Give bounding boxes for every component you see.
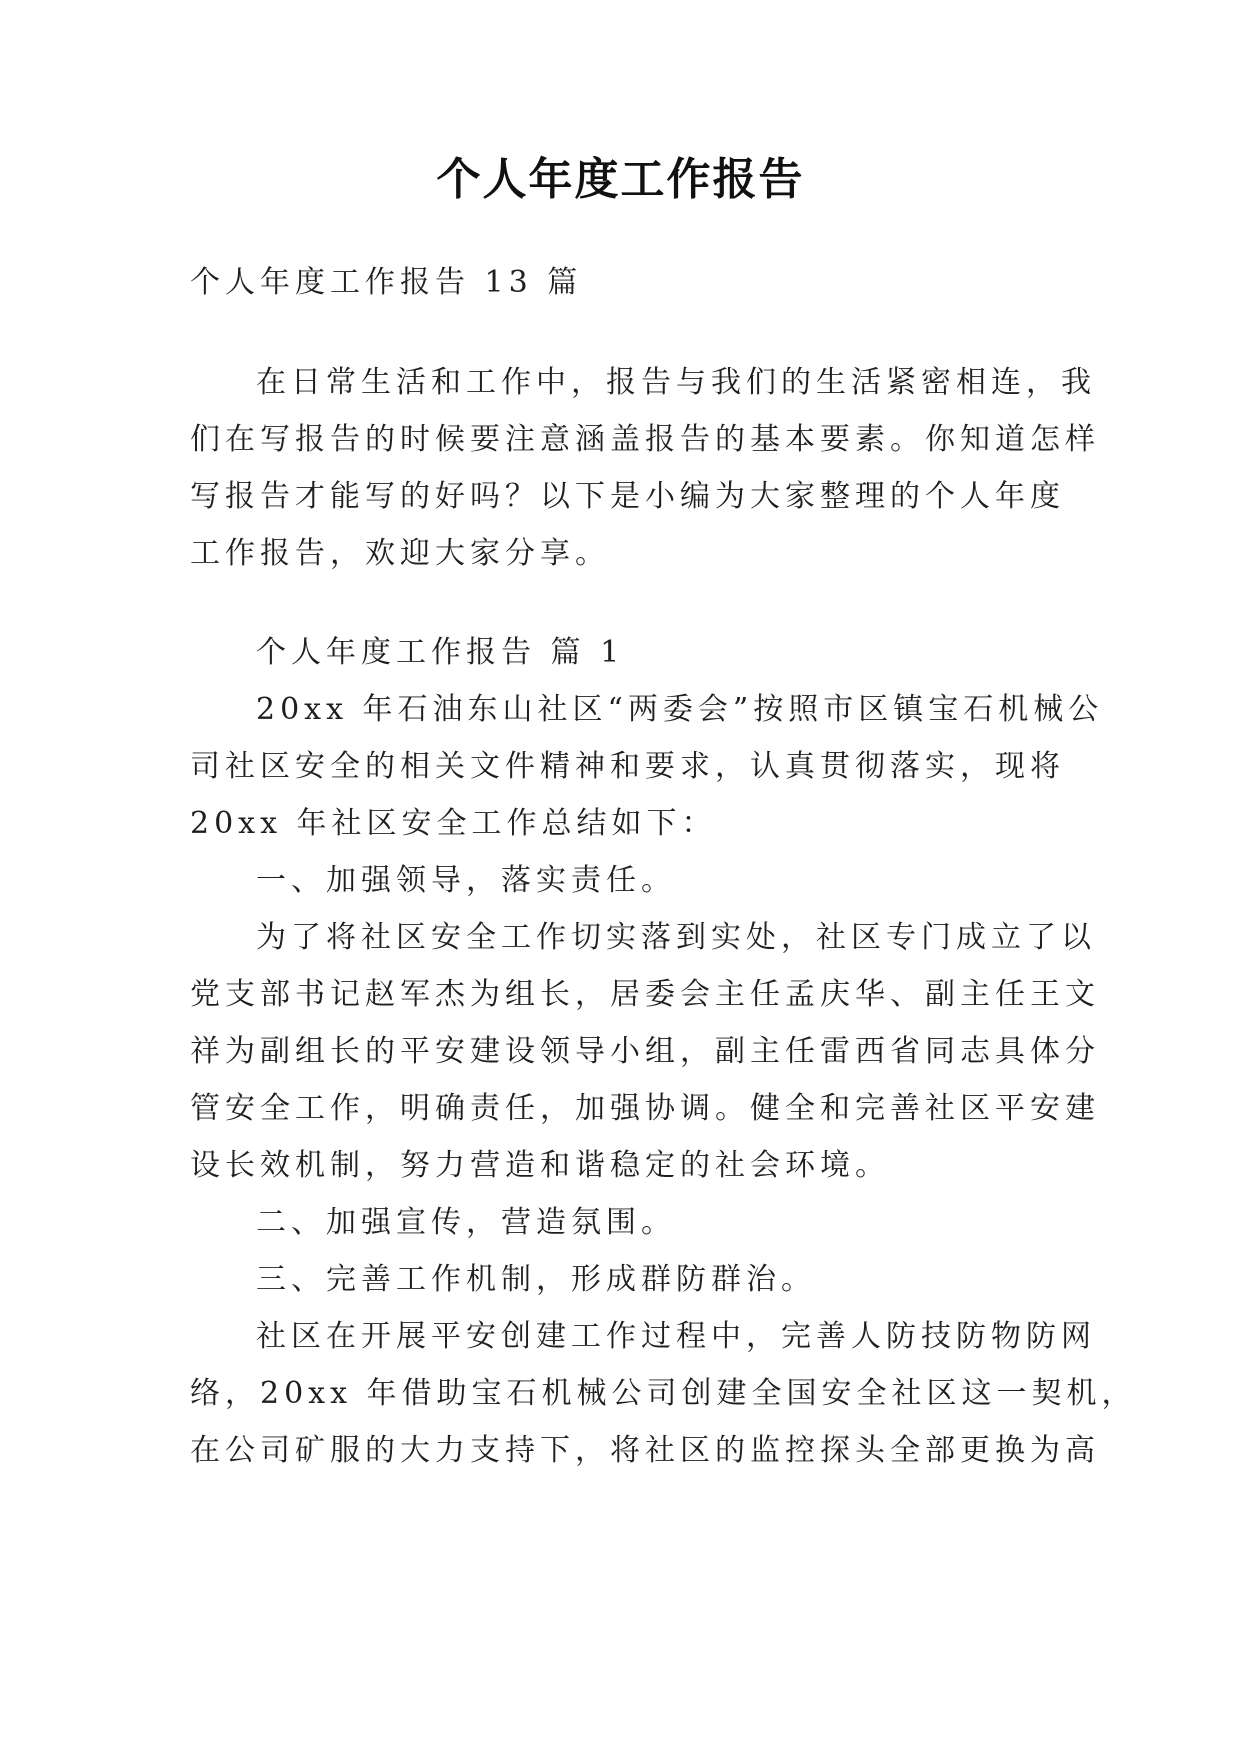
body-line: 司社区安全的相关文件精神和要求，认真贯彻落实，现将 (190, 749, 1065, 784)
body-line: 设长效机制，努力营造和谐稳定的社会环境。 (190, 1148, 890, 1183)
intro-line: 们在写报告的时候要注意涵盖报告的基本要素。你知道怎样 (190, 422, 1100, 457)
body-line: 在公司矿服的大力支持下，将社区的监控探头全部更换为高 (190, 1433, 1100, 1468)
body-line: 20xx 年社区安全工作总结如下： (190, 806, 717, 841)
intro-line: 写报告才能写的好吗？以下是小编为大家整理的个人年度 (190, 479, 1065, 514)
body-line: 为了将社区安全工作切实落到实处，社区专门成立了以 (256, 920, 1096, 955)
body-line: 管安全工作，明确责任，加强协调。健全和完善社区平安建 (190, 1091, 1100, 1126)
body-line: 络，20xx 年借助宝石机械公司创建全国安全社区这一契机， (190, 1376, 1137, 1411)
body-line: 一、加强领导，落实责任。 (256, 863, 676, 898)
document-subtitle: 个人年度工作报告 13 篇 (190, 265, 583, 300)
body-line: 二、加强宣传，营造氛围。 (256, 1205, 676, 1240)
body-line: 党支部书记赵军杰为组长，居委会主任孟庆华、副主任王文 (190, 977, 1100, 1012)
body-line: 三、完善工作机制，形成群防群治。 (256, 1262, 816, 1297)
intro-line: 工作报告，欢迎大家分享。 (190, 536, 610, 571)
section-heading: 个人年度工作报告 篇 1 (256, 635, 625, 670)
intro-line: 在日常生活和工作中，报告与我们的生活紧密相连，我 (256, 365, 1096, 400)
document-title: 个人年度工作报告 (436, 154, 805, 205)
body-line: 祥为副组长的平安建设领导小组，副主任雷西省同志具体分 (190, 1034, 1100, 1069)
body-line: 社区在开展平安创建工作过程中，完善人防技防物防网 (256, 1319, 1096, 1354)
body-line: 20xx 年石油东山社区“两委会”按照市区镇宝石机械公 (256, 692, 1104, 727)
